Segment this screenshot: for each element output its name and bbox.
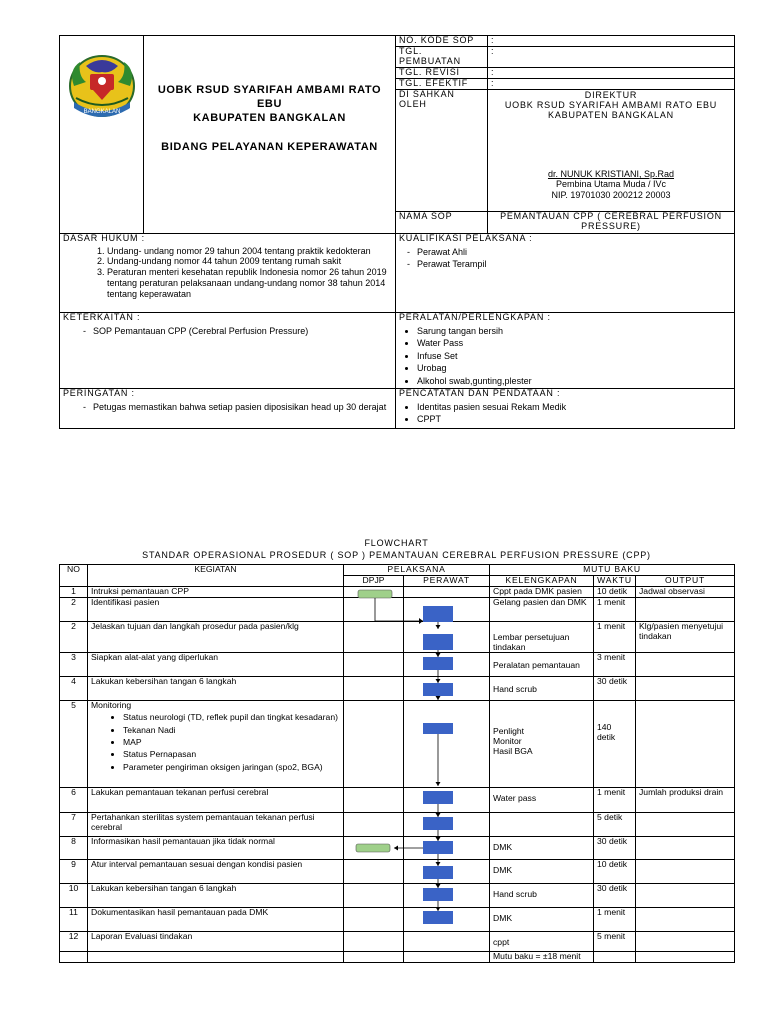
row-waktu: 30 detik — [594, 837, 636, 860]
peringatan-item: - Petugas memastikan bahwa setiap pasien diposisikan head up 30 derajat — [93, 401, 392, 414]
meta-label: TGL. PEMBUATAN — [396, 47, 488, 68]
director-inst2: KABUPATEN BANGKALAN — [548, 110, 674, 121]
monitoring-item: • Status neurologi (TD, reflek pupil dan tingkat kesadaran) — [123, 711, 340, 723]
row-no: 1 — [60, 586, 88, 597]
row-kegiatan: Identifikasi pasien — [88, 597, 344, 621]
row-output — [636, 813, 735, 837]
row-dpjp — [344, 677, 404, 701]
peringatan-title: PERINGATAN : — [63, 387, 135, 398]
table-row — [60, 837, 735, 860]
disahkan-label: DI SAHKAN OLEH — [396, 89, 488, 211]
table-row — [60, 884, 735, 908]
keterkaitan-item: - SOP Pemantauan CPP (Cerebral Perfusion Pressure) — [93, 325, 392, 338]
row-waktu: 10 detik — [594, 860, 636, 884]
col-no: NO — [60, 565, 88, 587]
director-inst1: UOBK RSUD SYARIFAH AMBAMI RATO EBU — [504, 100, 718, 111]
institution-line2: EBU — [256, 97, 283, 110]
row-waktu: 5 detik — [594, 813, 636, 837]
col-waktu: WAKTU — [594, 575, 636, 586]
meta-value: : — [488, 78, 735, 89]
peralatan-item: • Alkohol swab,gunting,plester — [417, 375, 731, 388]
table-row — [60, 813, 735, 837]
row-kelengkapan: cppt — [490, 932, 594, 952]
row-perawat — [404, 813, 490, 837]
col-kelengkapan: KELENGKAPAN — [490, 575, 594, 586]
meta-label: NO. KODE SOP — [396, 36, 488, 47]
row-no: 4 — [60, 677, 88, 701]
row-waktu: 1 menit — [594, 908, 636, 932]
row-perawat — [404, 788, 490, 813]
keterkaitan-section — [60, 312, 396, 388]
institution-line3: KABUPATEN BANGKALAN — [193, 111, 346, 124]
monitoring-item: • Parameter pengiriman oksigen jaringan (spo2, BGA) — [123, 761, 340, 773]
logo-text: BANGKALAN — [83, 109, 121, 115]
row-waktu: 10 detik — [594, 586, 636, 597]
dasar-hukum-item: 2. Undang-undang nomor 44 tahun 2009 tentang rumah sakit — [107, 256, 392, 267]
row-no: 2 — [60, 597, 88, 621]
dasar-hukum-list — [63, 246, 392, 300]
row-output — [636, 677, 735, 701]
kualifikasi-section — [396, 233, 735, 312]
institution-cell — [144, 36, 396, 234]
row-no: 8 — [60, 837, 88, 860]
dasar-hukum-item: 1. Undang- undang nomor 29 tahun 2004 tentang praktik kedokteran — [107, 246, 392, 257]
row-kegiatan: Lakukan kebersihan tangan 6 langkah — [88, 884, 344, 908]
row-no: 7 — [60, 813, 88, 837]
row-dpjp — [344, 788, 404, 813]
row-perawat — [404, 586, 490, 597]
pencatatan-list — [399, 401, 731, 426]
row-perawat — [404, 597, 490, 621]
monitoring-item: • Tekanan Nadi — [123, 724, 340, 736]
row-perawat — [404, 701, 490, 788]
row-dpjp — [344, 586, 404, 597]
logo-cell — [60, 36, 144, 234]
row-perawat — [404, 952, 490, 963]
monitoring-item: • Status Pernapasan — [123, 748, 340, 760]
nama-sop-value: PEMANTAUAN CPP ( CEREBRAL PERFUSION PRESSURE) — [488, 211, 735, 233]
row-kegiatan: Lakukan pemantauan tekanan perfusi cerebral — [88, 788, 344, 813]
row-no: 5 — [60, 701, 88, 788]
dasar-hukum-title: DASAR HUKUM : — [63, 232, 145, 243]
row-dpjp — [344, 932, 404, 952]
row-no: 10 — [60, 884, 88, 908]
peralatan-list — [399, 325, 731, 388]
bangkalan-logo — [60, 46, 144, 126]
row-output — [636, 932, 735, 952]
kualifikasi-item: - Perawat Terampil — [417, 258, 731, 271]
row-no: 12 — [60, 932, 88, 952]
row-kelengkapan: Water pass — [490, 788, 594, 813]
sop-header-table — [59, 35, 735, 429]
row-perawat — [404, 837, 490, 860]
row-no: 3 — [60, 653, 88, 677]
peralatan-item: • Infuse Set — [417, 350, 731, 363]
row-no: 2 — [60, 621, 88, 653]
row-dpjp — [344, 621, 404, 653]
director-rank: Pembina Utama Muda / IVc — [555, 179, 667, 190]
col-kegiatan: KEGIATAN — [88, 565, 344, 587]
peralatan-title: PERALATAN/PERLENGKAPAN : — [399, 311, 551, 322]
row-kelengkapan: Hand scrub — [490, 884, 594, 908]
table-row — [60, 677, 735, 701]
peralatan-item: • Sarung tangan bersih — [417, 325, 731, 338]
row-kegiatan: Atur interval pemantauan sesuai dengan kondisi pasien — [88, 860, 344, 884]
row-no: 9 — [60, 860, 88, 884]
row-perawat — [404, 860, 490, 884]
director-cell — [488, 89, 735, 211]
table-row — [60, 597, 735, 621]
kualifikasi-item: - Perawat Ahli — [417, 246, 731, 259]
row-output — [636, 701, 735, 788]
col-output: OUTPUT — [636, 575, 735, 586]
row-kelengkapan: DMK — [490, 908, 594, 932]
monitoring-title: Monitoring — [91, 700, 132, 711]
row-kegiatan: Pertahankan sterilitas system pemantauan tekanan perfusi cerebral — [88, 813, 344, 837]
peralatan-item: • Urobag — [417, 362, 731, 375]
pencatatan-title: PENCATATAN DAN PENDATAAN : — [399, 387, 561, 398]
row-dpjp — [344, 908, 404, 932]
row-output — [636, 597, 735, 621]
table-row — [60, 908, 735, 932]
table-row — [60, 621, 735, 653]
row-output: Klg/pasien menyetujui tindakan — [636, 621, 735, 653]
row-dpjp — [344, 653, 404, 677]
keterkaitan-list — [63, 325, 392, 338]
row-output — [636, 860, 735, 884]
row-kegiatan: Dokumentasikan hasil pemantauan pada DMK — [88, 908, 344, 932]
row-kegiatan: Intruksi pemantauan CPP — [88, 586, 344, 597]
row-output — [636, 653, 735, 677]
row-perawat — [404, 677, 490, 701]
director-name: dr. NUNUK KRISTIANI, Sp.Rad — [547, 168, 675, 179]
keterkaitan-title: KETERKAITAN : — [63, 311, 141, 322]
meta-value: : — [488, 47, 735, 68]
kualifikasi-list — [399, 246, 731, 271]
row-kelengkapan — [490, 813, 594, 837]
row-no: 6 — [60, 788, 88, 813]
peringatan-list — [63, 401, 392, 414]
row-perawat — [404, 621, 490, 653]
mutu-baku-total: Mutu baku = ±18 menit — [490, 952, 594, 963]
col-dpjp: DPJP — [344, 575, 404, 586]
monitoring-list — [91, 711, 340, 773]
row-dpjp — [344, 860, 404, 884]
row-output — [636, 884, 735, 908]
kualifikasi-title: KUALIFIKASI PELAKSANA : — [399, 232, 533, 243]
row-waktu: 30 detik — [594, 677, 636, 701]
row-dpjp — [344, 837, 404, 860]
director-nip: NIP. 19701030 200212 20003 — [551, 189, 671, 200]
peringatan-section — [60, 388, 396, 428]
director-title: DIREKTUR — [584, 89, 638, 100]
table-row — [60, 788, 735, 813]
table-row — [60, 932, 735, 952]
row-dpjp — [344, 884, 404, 908]
row-waktu: 1 menit — [594, 597, 636, 621]
row-kelengkapan: Hand scrub — [490, 677, 594, 701]
row-kelengkapan: Peralatan pemantauan — [490, 653, 594, 677]
row-perawat — [404, 884, 490, 908]
pencatatan-item: • Identitas pasien sesuai Rekam Medik — [417, 401, 731, 414]
row-output — [636, 837, 735, 860]
peralatan-item: • Water Pass — [417, 337, 731, 350]
row-perawat — [404, 908, 490, 932]
row-waktu: 5 menit — [594, 932, 636, 952]
pencatatan-section — [396, 388, 735, 428]
row-waktu — [594, 952, 636, 963]
row-no: 11 — [60, 908, 88, 932]
table-row — [60, 860, 735, 884]
row-output — [636, 952, 735, 963]
row-dpjp — [344, 952, 404, 963]
row-waktu: 1 menit — [594, 788, 636, 813]
row-perawat — [404, 932, 490, 952]
row-no — [60, 952, 88, 963]
row-kelengkapan: Lembar persetujuan tindakan — [490, 621, 594, 653]
row-output: Jumlah produksi drain — [636, 788, 735, 813]
row-waktu: 140 detik — [594, 701, 636, 788]
meta-label: TGL. REVISI — [396, 67, 488, 78]
division-title: BIDANG PELAYANAN KEPERAWATAN — [161, 141, 378, 154]
row-kegiatan — [88, 952, 344, 963]
institution-line1: UOBK RSUD SYARIFAH AMBAMI RATO — [157, 84, 382, 96]
row-kegiatan-monitoring — [88, 701, 344, 788]
row-kelengkapan: Penlight Monitor Hasil BGA — [490, 701, 594, 788]
pencatatan-item: • CPPT — [417, 413, 731, 426]
row-kelengkapan: DMK — [490, 860, 594, 884]
row-kegiatan: Jelaskan tujuan dan langkah prosedur pada pasien/klg — [88, 621, 344, 653]
table-row — [60, 586, 735, 597]
row-dpjp — [344, 813, 404, 837]
row-kegiatan: Laporan Evaluasi tindakan — [88, 932, 344, 952]
dasar-hukum-section — [60, 233, 396, 312]
col-mutu-baku: MUTU BAKU — [490, 565, 735, 576]
meta-value: : — [488, 36, 735, 47]
row-waktu: 3 menit — [594, 653, 636, 677]
row-kelengkapan: Gelang pasien dan DMK — [490, 597, 594, 621]
row-kegiatan: Lakukan kebersihan tangan 6 langkah — [88, 677, 344, 701]
monitoring-item: • MAP — [123, 736, 340, 748]
row-output — [636, 908, 735, 932]
row-kelengkapan: Cppt pada DMK pasien — [490, 586, 594, 597]
row-waktu: 1 menit — [594, 621, 636, 653]
row-kelengkapan: DMK — [490, 837, 594, 860]
row-kegiatan: Siapkan alat-alat yang diperlukan — [88, 653, 344, 677]
col-pelaksana: PELAKSANA — [344, 565, 490, 576]
table-row-total — [60, 952, 735, 963]
table-row — [60, 701, 735, 788]
meta-label: TGL. EFEKTIF — [396, 78, 488, 89]
meta-value: : — [488, 67, 735, 78]
peralatan-section — [396, 312, 735, 388]
row-kegiatan: Informasikan hasil pemantauan jika tidak normal — [88, 837, 344, 860]
table-row — [60, 653, 735, 677]
row-dpjp — [344, 701, 404, 788]
row-dpjp — [344, 597, 404, 621]
flowchart-title: FLOWCHART — [364, 538, 429, 548]
nama-sop-label: NAMA SOP — [396, 211, 488, 233]
dasar-hukum-item: 3. Peraturan menteri kesehatan republik Indonesia nomor 26 tahun 2019 tentang peraturan pelaksanaan undang-undang nomor 38 tahun 2014 tentang keperawatan — [107, 267, 392, 299]
row-waktu: 30 detik — [594, 884, 636, 908]
row-perawat — [404, 653, 490, 677]
flowchart-table — [59, 564, 735, 963]
flowchart-subtitle: STANDAR OPERASIONAL PROSEDUR ( SOP ) PEMANTAUAN CEREBRAL PERFUSION PRESSURE (CPP) — [142, 550, 651, 560]
row-output: Jadwal observasi — [636, 586, 735, 597]
col-perawat: PERAWAT — [404, 575, 490, 586]
